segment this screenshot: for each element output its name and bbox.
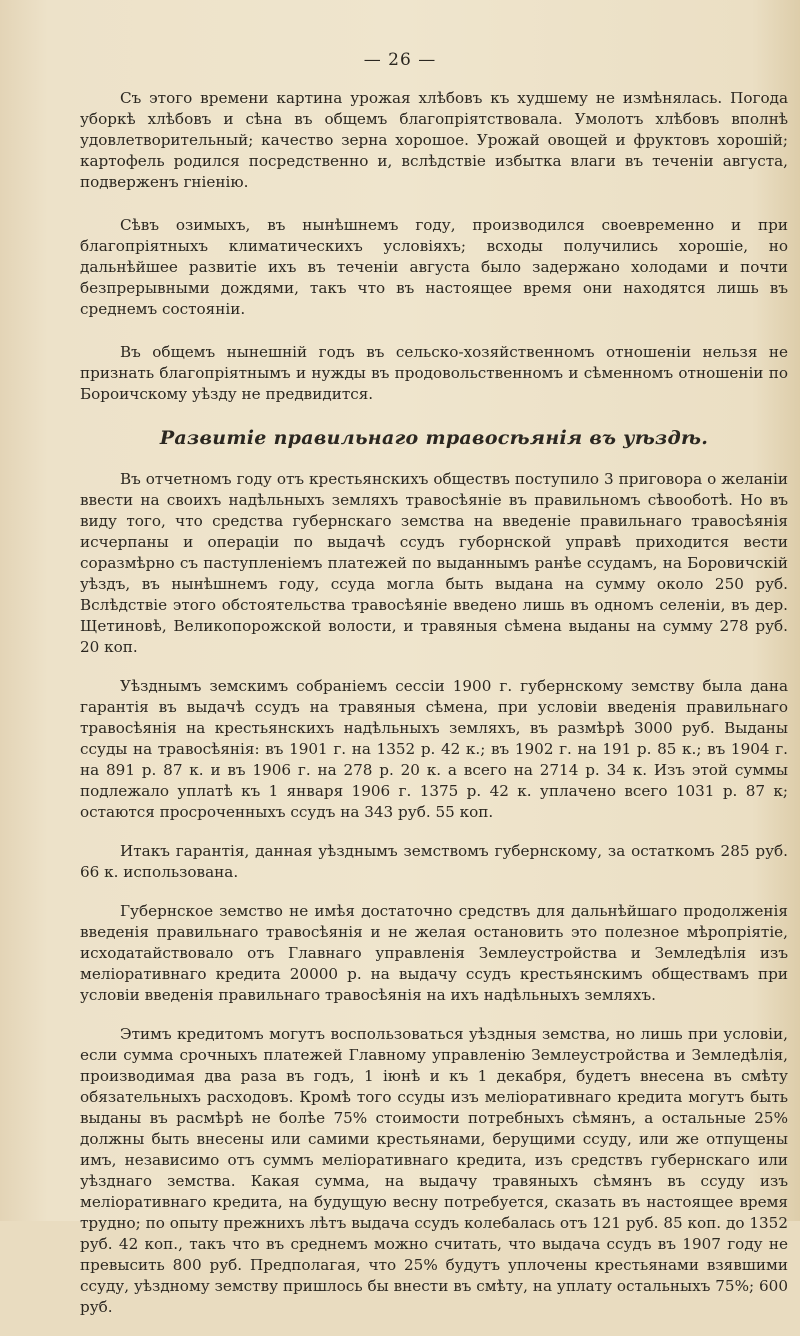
paragraph-reporting-year: Въ отчетномъ году отъ крестьянскихъ обществъ поступило 3 приговора о желаніи ввести на своихъ надѣльныхъ земляхъ травосѣяніе въ правильномъ сѣвооботѣ. Но въ виду того, что средства губернскаго земства на введеніе правильнаго травосѣянія исчерпаны и операціи по выдачѣ ссудъ губорнской управѣ приходится вести соразмѣрно съ паступленіемъ платежей по выданнымъ ранѣе ссудамъ, на Боровичскій уѣздъ, въ нынѣшнемъ году, ссуда могла быть выдана на сумму около 250 руб. Вслѣдствіе этого обстоятельства травосѣяніе введено лишь въ одномъ селеніи, въ дер. Щетиновѣ, Великопорожской волости, и травяныя сѣмена выданы на сумму 278 руб. 20 коп. [80,470,788,656]
paragraph-guarantee-used: Итакъ гарантія, данная уѣзднымъ земствомъ губернскому, за остаткомъ 285 руб. 66 к. использована. [80,842,788,881]
section-heading: Развитіе правильнаго травосѣянія въ уѣздѣ. [159,427,709,449]
paragraph-winter-sowing: Сѣвъ озимыхъ, въ нынѣшнемъ году, производился своевременно и при благопріятныхъ климатическихъ условіяхъ; всходы получились хорошіе, но дальнѣйшее развитіе ихъ въ теченіи августа было задержано холодами и почти безпрерывными дождями, такъ что въ настоящее время они находятся лишь въ среднемъ состояніи. [80,216,788,318]
paragraph-zemstvo-guarantee: Уѣзднымъ земскимъ собраніемъ сессіи 1900 г. губернскому земству была дана гарантія въ выдачѣ ссудъ на травяныя сѣмена, при условіи введенія правильнаго травосѣянія на крестьянскихъ надѣльныхъ земляхъ, въ размѣрѣ 3000 руб. Выданы ссуды на травосѣянія: въ 1901 г. на 1352 р. 42 к.; въ 1902 г. на 191 р. 85 к.; въ 1904 г. на 891 р. 87 к. и въ 1906 г. на 278 р. 20 к. а всего на 2714 р. 34 к. Изъ этой суммы подлежало уплатѣ къ 1 января 1906 г. 1375 р. 42 к. уплачено всего 1031 р. 87 к; остаются просроченныхъ ссудъ на 343 руб. 55 коп. [80,677,788,821]
paragraph-harvest: Съ этого времени картина урожая хлѣбовъ къ худшему не измѣнялась. Погода уборкѣ хлѣбовъ и сѣна въ общемъ благопріятствовала. Умолотъ хлѣбовъ вполнѣ удовлетворительный; качество зерна хорошое. Урожай овощей и фруктовъ хорошій; картофель родился посредственно и, вслѣдствіе избытка влаги въ теченіи августа, подверженъ гніенію. [80,89,788,191]
page-number: — 26 — [363,50,437,70]
document-body [80,88,788,1336]
paragraph-provincial-zemstvo: Губернское земство не имѣя достаточно средствъ для дальнѣйшаго продолженія введенія правильнаго травосѣянія и не желая остановить это полезное мѣропріятіе, исходатайствовало отъ Главнаго управленія Землеустройства и Земледѣлія изъ меліоративнаго кредита 20000 р. на выдачу ссудъ крестьянскимъ обществамъ при условіи введенія правильнаго травосѣянія на ихъ надѣльныхъ земляхъ. [80,902,788,1004]
paragraph-credit-conditions: Этимъ кредитомъ могутъ воспользоваться уѣздныя земства, но лишь при условіи, если сумма срочныхъ платежей Главному управленію Землеустройства и Земледѣлія, производимая два раза въ годъ, 1 іюнѣ и къ 1 декабря, будетъ внесена въ смѣту обязательныхъ расходовъ. Кромѣ того ссуды изъ меліоративнаго кредита могутъ быть выданы въ расмѣрѣ не болѣе 75% стоимости потребныхъ сѣмянъ, а остальные 25% должны быть внесены или самими крестьянами, берущими ссуду, или же отпущены имъ, независимо отъ суммъ меліоративнаго кредита, изъ средствъ губернскаго или уѣзднаго земства. Какая сумма, на выдачу травяныхъ сѣмянъ въ ссуду изъ меліоративнаго кредита, на будущую весну потребуется, сказать въ настоящее время трудно; по опыту прежнихъ лѣтъ выдача ссудъ колебалась отъ 121 руб. 85 коп. до 1352 руб. 42 коп., такъ что въ среднемъ можно считать, что выдача ссудъ въ 1907 году не превысить 800 руб. Предполагая, что 25% будутъ уплочены крестьянами взявшими ссуду, уѣздному земству пришлось бы внести въ смѣту, на уплату остальныхъ 75%; 600 руб. [80,1025,788,1316]
paragraph-general-year: Въ общемъ нынешній годъ въ сельско-хозяйственномъ отношеніи нельзя не признать благопріятнымъ и нужды въ продовольственномъ и сѣменномъ отношеніи по Бороичскому уѣзду не предвидится. [80,343,788,403]
